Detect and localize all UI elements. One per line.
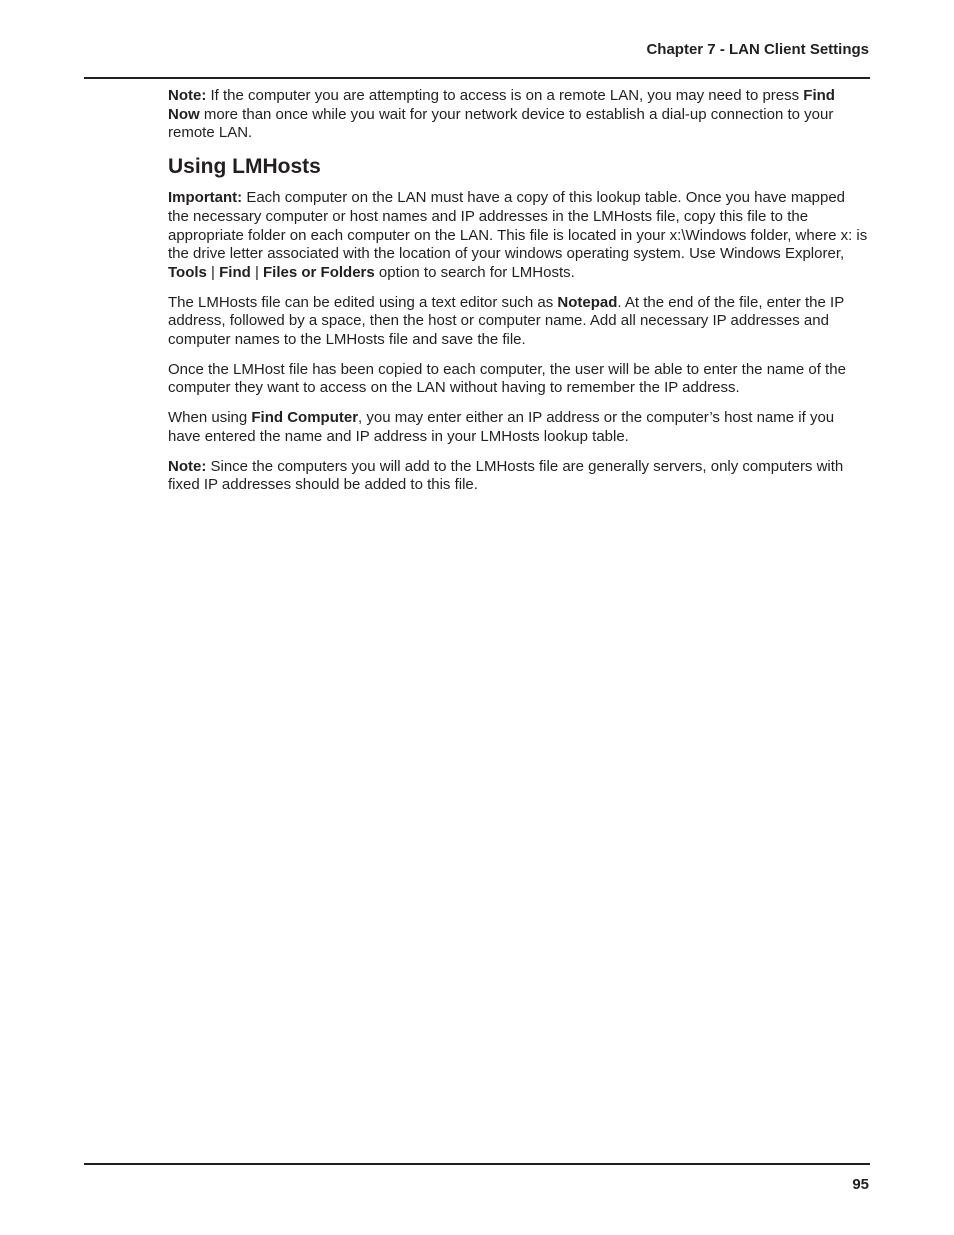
note-label: Note:: [168, 87, 207, 104]
note-text-end: more than once while you wait for your network device to establish a dial-up connection to your remote LAN.: [168, 105, 834, 142]
notepad-term: Notepad: [557, 293, 618, 311]
chapter-title: Chapter 7 - LAN Client Settings: [646, 41, 869, 58]
find-now-term: Find Now: [168, 87, 835, 123]
menu-separator: |: [250, 263, 264, 281]
page-number: 95: [852, 1176, 869, 1193]
servers-note-text: Since the computers you will add to the LMHosts file are generally servers, only computers with fixed IP addresses should be added to this file.: [168, 457, 844, 494]
section-heading: Using LMHosts: [168, 155, 321, 179]
servers-note-paragraph: [168, 458, 870, 495]
edit-text: The LMHosts file can be edited using a text editor such as: [168, 293, 558, 311]
find-text: When using: [168, 409, 252, 427]
note-text: If the computer you are attempting to access is on a remote LAN, you may need to press: [206, 87, 804, 104]
important-text-end: option to search for LMHosts.: [374, 263, 575, 281]
note-label: Note:: [168, 457, 207, 475]
tools-term: Tools: [168, 263, 207, 281]
footer-rule: [84, 1163, 870, 1165]
header-rule: [84, 77, 870, 79]
find-text-end: , you may enter either an IP address or the computer’s host name if you have entered the name and IP address in your LMHosts lookup table.: [168, 409, 835, 445]
copied-paragraph: Once the LMHost file has been copied to each computer, the user will be able to enter the name of the computer they want to access on the LAN without having to remember the IP address.: [168, 360, 846, 397]
menu-separator: |: [206, 263, 220, 281]
note-paragraph: [168, 87, 870, 143]
important-label: Important:: [168, 189, 243, 207]
edit-text-end: . At the end of the file, enter the IP address, followed by a space, then the host or computer name. Add all necessary IP addresses and computer names to the LMHosts file and save the file.: [168, 293, 844, 349]
important-paragraph: [168, 189, 870, 283]
files-folders-term: Files or Folders: [263, 263, 375, 281]
edit-paragraph: [168, 294, 870, 350]
find-term: Find: [219, 263, 251, 281]
find-computer-paragraph: [168, 409, 870, 446]
important-text: Each computer on the LAN must have a copy of this lookup table. Once you have mapped the necessary computer or host names and IP addresses in the LMHosts file, copy this file to the appropriate folder on each computer on the LAN. This file is located in your x:\Windows folder, where x: is the drive letter associated with the location of your windows operating system. Use Windows Explorer,: [168, 189, 868, 263]
page-content: [168, 87, 870, 506]
find-computer-term: Find Computer: [251, 409, 359, 427]
